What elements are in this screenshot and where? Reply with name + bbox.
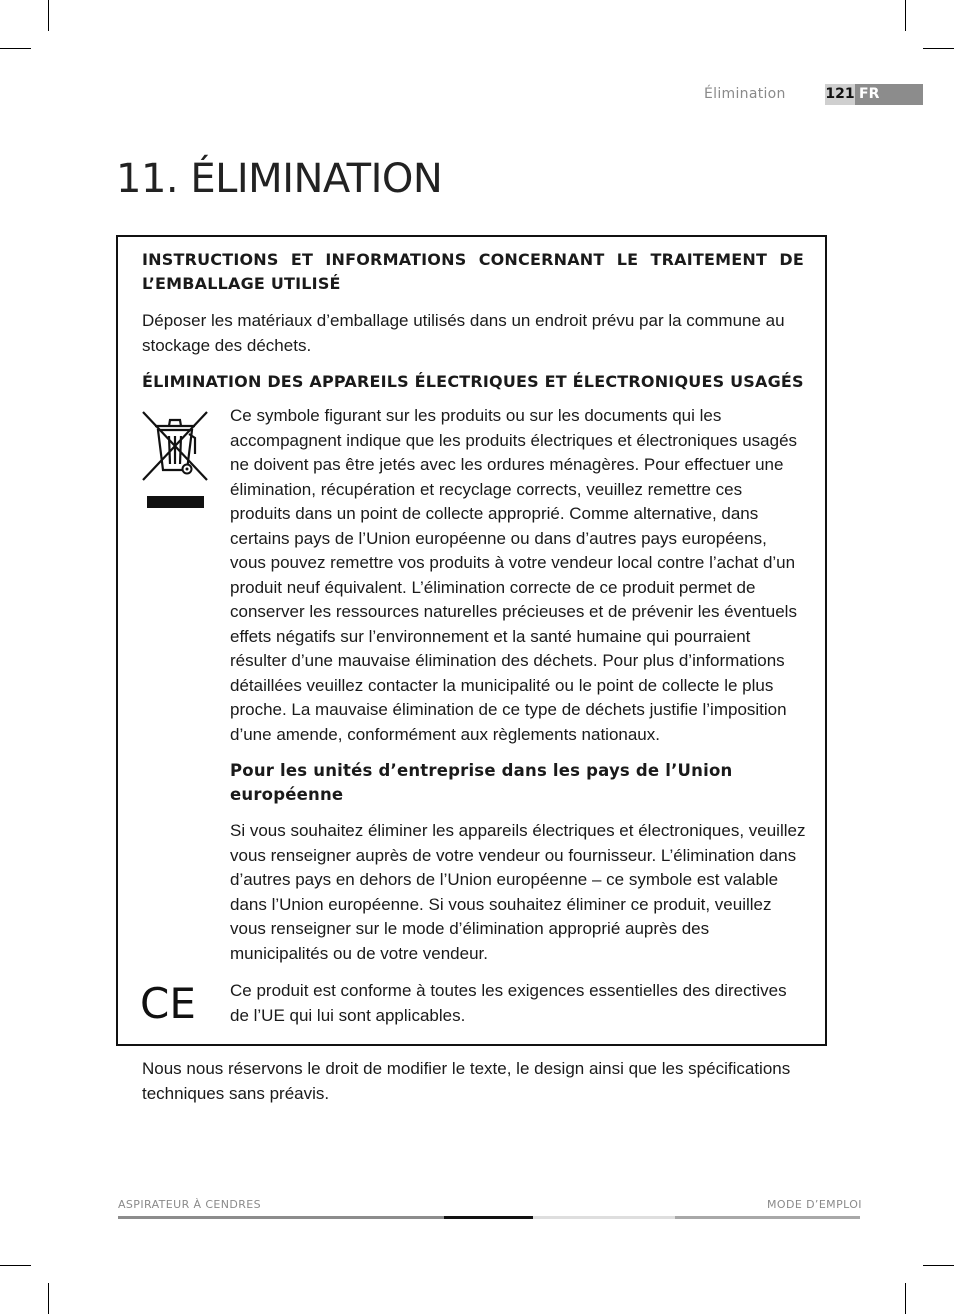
footer-bar-segment [675,1216,860,1219]
packaging-heading: INSTRUCTIONS ET INFORMATIONS CONCERNANT LE TRAITEMENT DE L’EMBALLAGE UTILISÉ [142,250,804,293]
crop-mark [923,48,954,49]
footer-product-name: ASPIRATEUR À CENDRES [118,1198,262,1211]
packaging-text: Déposer les matériaux d’emballage utilisés dans un endroit prévu par la commune au stockage des déchets. [142,311,785,355]
weee-text: Ce symbole figurant sur les produits ou sur les documents qui les accompagnent indique que les produits électriques et électroniques usagés ne doivent pas être jetés avec les ordures ménagères. Pour effectuer une élimination, récupération et recyclage corrects, veuillez remettre ces produits dans un point de collecte approprié. Comme alternative, dans certains pays de l’Union européenne ou dans d’autres pays européens, vous pouvez remettre vos produits à votre vendeur local contre l’achat d’un produit neuf équivalent. L’élimination correcte de ce produit permet de conserver les ressources naturelles précieuses et de prévenir les éventuels effets négatifs sur l’environnement et la santé humaine qui pourraient résulter d’une mauvaise élimination des déchets. Pour plus d’informations détaillées veuillez contacter la municipalité ou le point de collecte le plus proche. La mauvaise élimination de ce type de déchets justifie l’imposition d’une amende, conformément aux règlements nationaux. [230,406,798,744]
footer-manual-label: MODE D’EMPLOI [767,1198,862,1211]
crop-mark [0,1265,31,1266]
crop-mark [905,1283,906,1314]
business-heading: Pour les unités d’entreprise dans les pays de l’Union européenne [230,761,733,804]
page-title: 11. ÉLIMINATION [116,156,443,202]
crop-mark [905,0,906,31]
footer-bar-segment [444,1216,533,1219]
ce-mark-icon [140,980,196,1024]
language-badge: FR [855,84,923,105]
crop-mark [48,0,49,31]
crop-mark [923,1265,954,1266]
ce-mark-text: CE [140,980,196,1024]
weee-heading: ÉLIMINATION DES APPAREILS ÉLECTRIQUES ET ÉLECTRONIQUES USAGÉS [142,372,804,391]
footer-bar-segment [118,1216,444,1219]
crop-mark [0,48,31,49]
page-number: 121 [825,84,855,105]
disclaimer-text: Nous nous réservons le droit de modifier le texte, le design ainsi que les spécifications techniques sans préavis. [142,1059,791,1103]
header-section-label: Élimination [704,86,786,102]
crop-mark [48,1283,49,1314]
ce-text: Ce produit est conforme à toutes les exigences essentielles des directives de l’UE qui lui sont applicables. [230,981,787,1025]
crossed-out-wheelie-bin-icon [139,408,211,512]
footer-bar-segment [533,1216,675,1219]
business-text: Si vous souhaitez éliminer les appareils électriques et électroniques, veuillez vous renseigner auprès de votre vendeur ou fournisseur. L’élimination dans d’autres pays en dehors de l’Union européenne – ce symbole est valable dans l’Union européenne. Si vous souhaitez éliminer ce produit, veuillez vous renseigner sur le mode d’élimination approprié auprès des municipalités ou de votre vendeur. [230,821,806,963]
